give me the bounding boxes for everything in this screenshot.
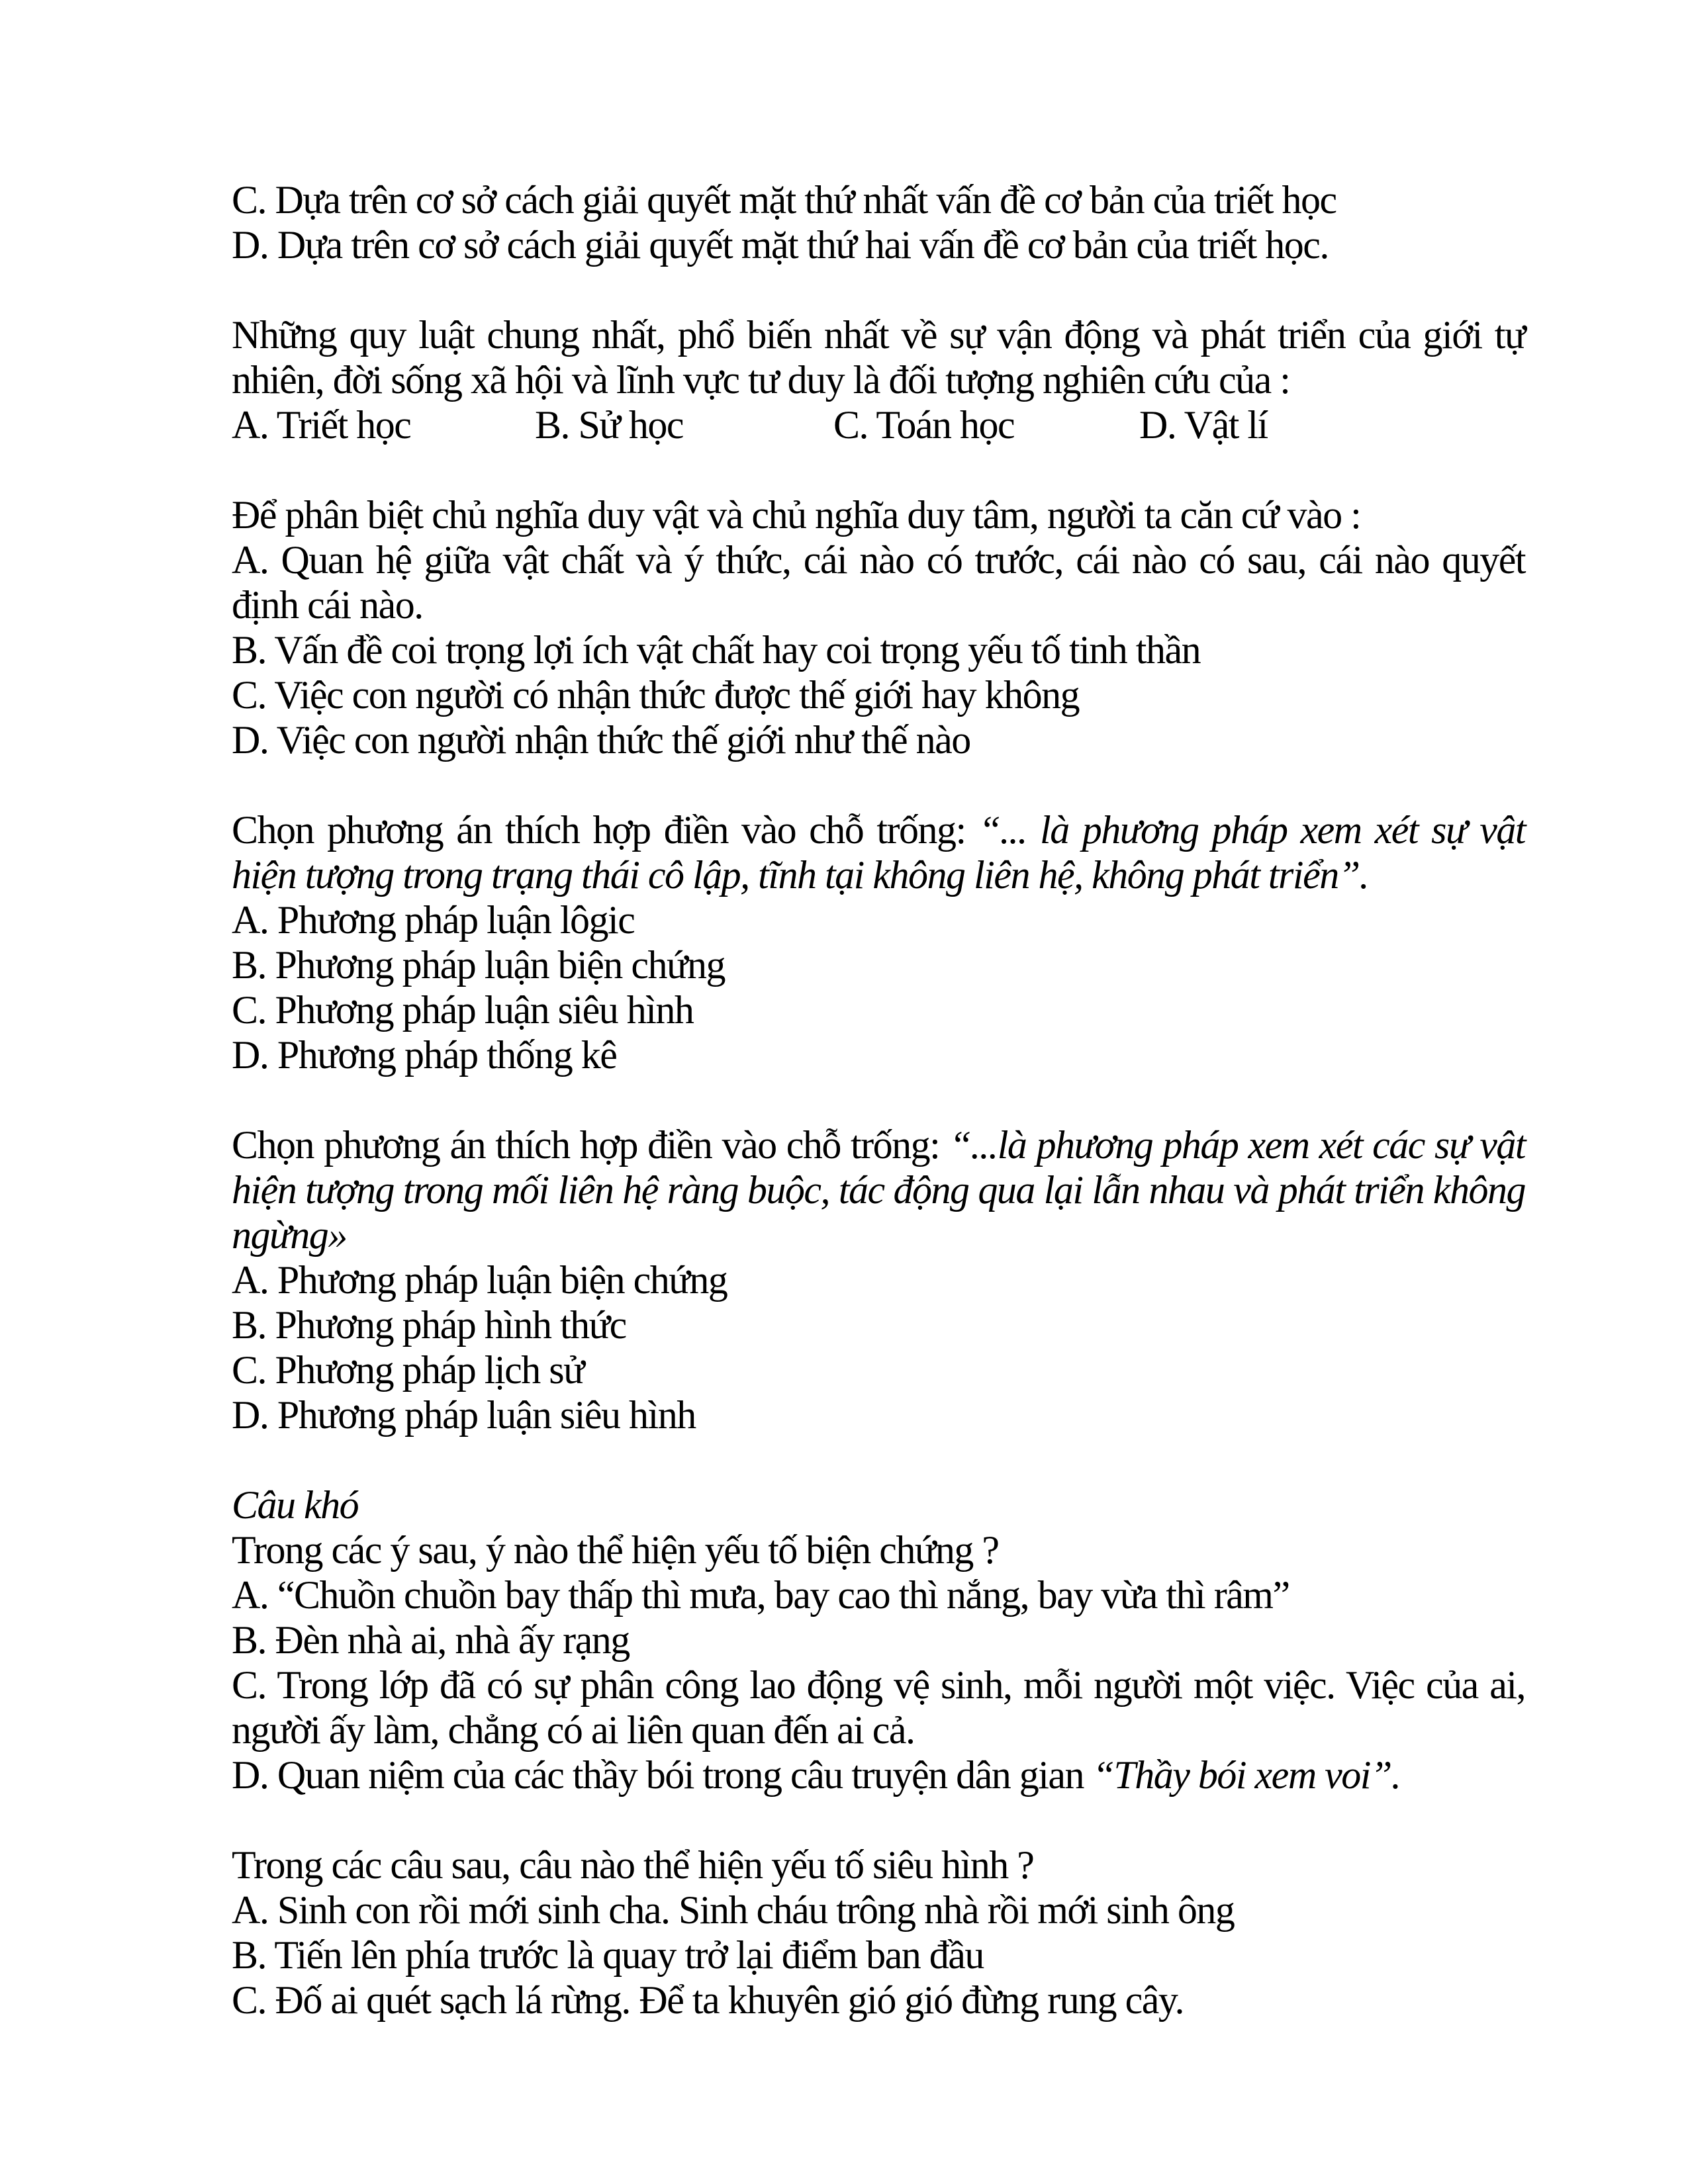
question-laws-text: Những quy luật chung nhất, phổ biến nhất về sự vận động và phát triển của giới tự nhiên, đời sống xã hội và lĩnh vực tư duy là đối tượng nghiên cứu của : (232, 313, 1525, 402)
question-distinguish-text: Để phân biệt chủ nghĩa duy vật và chủ nghĩa duy tâm, người ta căn cứ vào : (232, 493, 1361, 537)
blank-line (232, 1797, 1525, 1843)
option-c-line: C. Phương pháp lịch sử (232, 1348, 585, 1392)
option-a-line: A. “Chuồn chuồn bay thấp thì mưa, bay cao thì nắng, bay vừa thì râm” (232, 1573, 1289, 1617)
option-c-line: C. Trong lớp đã có sự phân công lao động vệ sinh, mỗi người một việc. Việc của ai, người ấy làm, chẳng có ai liên quan đến ai cả. (232, 1663, 1525, 1752)
option-a: A. Triết học (232, 403, 411, 447)
option-b-line: B. Phương pháp luận biện chứng (232, 943, 726, 987)
prev-option-d-line: D. Dựa trên cơ sở cách giải quyết mặt thứ hai vấn đề cơ bản của triết học. (232, 223, 1329, 267)
question-quote: “... là phương pháp xem xét sự vật hiện tượng trong trạng thái cô lập, tĩnh tại không liên hệ, không phát triển”. (232, 808, 1525, 897)
question-dialectic-text: Trong các ý sau, ý nào thể hiện yếu tố biện chứng ? (232, 1528, 999, 1572)
option-d-quote: “Thầy bói xem voi”. (1092, 1753, 1401, 1797)
option-a-line: A. Quan hệ giữa vật chất và ý thức, cái nào có trước, cái nào có sau, cái nào quyết định cái nào. (232, 538, 1525, 627)
option-b-line: B. Phương pháp hình thức (232, 1303, 626, 1347)
option-a-line: A. Sinh con rồi mới sinh cha. Sinh cháu trông nhà rồi mới sinh ông (232, 1888, 1235, 1932)
question-lead: Chọn phương án thích hợp điền vào chỗ trống: (232, 1123, 950, 1167)
option-c-line: C. Phương pháp luận siêu hình (232, 988, 694, 1032)
option-c-line: C. Đố ai quét sạch lá rừng. Để ta khuyên gió gió đừng rung cây. (232, 1978, 1184, 2022)
hard-section-label: Câu khó (232, 1483, 359, 1527)
blank-line (232, 1437, 1525, 1482)
option-a-line: A. Phương pháp luận lôgic (232, 898, 635, 942)
option-c: C. Toán học (833, 403, 1015, 447)
option-d-lead: D. Quan niệm của các thầy bói trong câu truyện dân gian (232, 1753, 1093, 1797)
inline-options-row (232, 402, 1525, 447)
blank-line (232, 267, 1525, 312)
question-fill-blank-1-text (232, 807, 1525, 897)
option-b-line: B. Đèn nhà ai, nhà ấy rạng (232, 1618, 630, 1662)
option-d-line: D. Phương pháp luận siêu hình (232, 1393, 696, 1437)
option-c-line: C. Việc con người có nhận thức được thế giới hay không (232, 673, 1080, 717)
option-b-line: B. Tiến lên phía trước là quay trở lại điểm ban đầu (232, 1933, 984, 1977)
option-d-line: D. Việc con người nhận thức thế giới như thế nào (232, 718, 970, 762)
question-metaphysic-text: Trong các câu sau, câu nào thể hiện yếu tố siêu hình ? (232, 1843, 1034, 1887)
option-b-line: B. Vấn đề coi trọng lợi ích vật chất hay coi trọng yếu tố tinh thần (232, 628, 1201, 672)
option-b: B. Sử học (535, 403, 684, 447)
blank-line (232, 1077, 1525, 1122)
option-d-line: D. Phương pháp thống kê (232, 1033, 617, 1077)
blank-line (232, 762, 1525, 807)
blank-line (232, 447, 1525, 492)
question-lead: Chọn phương án thích hợp điền vào chỗ trống: (232, 808, 979, 852)
question-quote: “...là phương pháp xem xét các sự vật hiện tượng trong mối liên hệ ràng buộc, tác động qua lại lẫn nhau và phát triển không ngừng» (232, 1123, 1525, 1257)
question-fill-blank-2-text (232, 1122, 1525, 1257)
option-d-line (232, 1752, 1525, 1797)
prev-option-c-line: C. Dựa trên cơ sở cách giải quyết mặt thứ nhất vấn đề cơ bản của triết học (232, 178, 1336, 222)
option-a-line: A. Phương pháp luận biện chứng (232, 1258, 727, 1302)
option-d: D. Vật lí (1139, 403, 1268, 447)
